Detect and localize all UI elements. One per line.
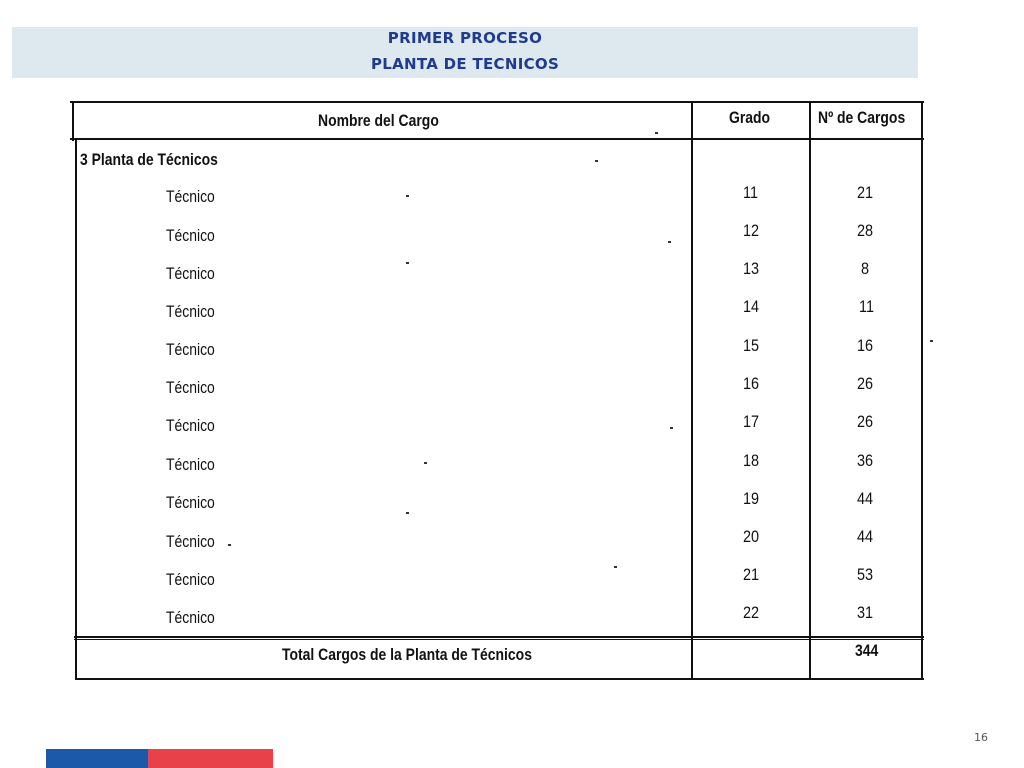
scan-speck xyxy=(228,544,231,546)
row-grado: 19 xyxy=(743,489,760,508)
row-cargo: Técnico xyxy=(166,455,215,474)
table-left-border xyxy=(72,101,74,141)
row-cargos: 8 xyxy=(861,259,870,278)
row-cargos: 21 xyxy=(857,183,874,202)
table-top-border xyxy=(70,101,924,103)
flag-stripe-red xyxy=(148,749,273,768)
total-value: 344 xyxy=(855,641,879,660)
table-body-bottom xyxy=(74,636,924,638)
row-grado: 13 xyxy=(743,259,760,278)
scan-speck xyxy=(930,340,933,342)
row-cargos: 26 xyxy=(857,412,874,431)
row-cargo: Técnico xyxy=(166,493,215,512)
row-grado: 22 xyxy=(743,603,760,622)
row-cargo: Técnico xyxy=(166,378,215,397)
section-label: 3 Planta de Técnicos xyxy=(80,150,218,169)
row-cargo: Técnico xyxy=(166,570,215,589)
row-cargo: Técnico xyxy=(166,340,215,359)
scan-speck xyxy=(406,262,409,264)
row-cargos: 53 xyxy=(857,565,874,584)
row-cargo: Técnico xyxy=(166,302,215,321)
slide-title-line2: PLANTA DE TECNICOS xyxy=(370,55,560,73)
row-cargos: 16 xyxy=(857,336,874,355)
scan-speck xyxy=(655,132,658,134)
scan-speck xyxy=(614,566,617,568)
table-header-bottom xyxy=(70,138,924,140)
row-cargos: 28 xyxy=(857,221,874,240)
row-cargos: 44 xyxy=(857,489,874,508)
scan-speck xyxy=(406,512,409,514)
row-grado: 20 xyxy=(743,527,760,546)
row-grado: 17 xyxy=(743,412,760,431)
table-right-border xyxy=(921,101,923,680)
scan-speck xyxy=(668,241,671,243)
row-cargos: 44 xyxy=(857,527,874,546)
row-cargos: 11 xyxy=(859,297,875,316)
header-nombre-del-cargo: Nombre del Cargo xyxy=(318,111,439,130)
column-divider-grado xyxy=(691,101,693,680)
row-cargo: Técnico xyxy=(166,608,215,627)
row-grado: 15 xyxy=(743,336,760,355)
scan-speck xyxy=(424,462,427,464)
table-bottom-border xyxy=(76,678,924,680)
flag-stripe-blue xyxy=(46,749,148,768)
row-grado: 14 xyxy=(743,297,760,316)
header-grado: Grado xyxy=(729,108,771,127)
total-label: Total Cargos de la Planta de Técnicos xyxy=(282,645,532,664)
row-cargos: 36 xyxy=(857,451,874,470)
row-grado: 16 xyxy=(743,374,760,393)
table-left-border-body xyxy=(75,140,77,680)
row-cargo: Técnico xyxy=(166,416,215,435)
row-cargo: Técnico xyxy=(166,187,215,206)
scan-speck xyxy=(670,427,673,429)
row-grado: 18 xyxy=(743,451,760,470)
header-n-cargos: Nº de Cargos xyxy=(818,108,906,127)
row-cargos: 26 xyxy=(857,374,874,393)
column-divider-cargos xyxy=(809,101,811,680)
scan-speck xyxy=(595,160,598,162)
row-grado: 21 xyxy=(743,565,760,584)
row-cargo: Técnico xyxy=(166,264,215,283)
page-number: 16 xyxy=(974,731,988,744)
scan-speck xyxy=(406,195,409,197)
row-cargo: Técnico xyxy=(166,532,215,551)
row-grado: 11 xyxy=(743,183,759,202)
slide-title-line1: PRIMER PROCESO xyxy=(387,29,543,47)
row-grado: 12 xyxy=(743,221,760,240)
table-total-top xyxy=(74,639,924,640)
row-cargo: Técnico xyxy=(166,226,215,245)
row-cargos: 31 xyxy=(857,603,874,622)
